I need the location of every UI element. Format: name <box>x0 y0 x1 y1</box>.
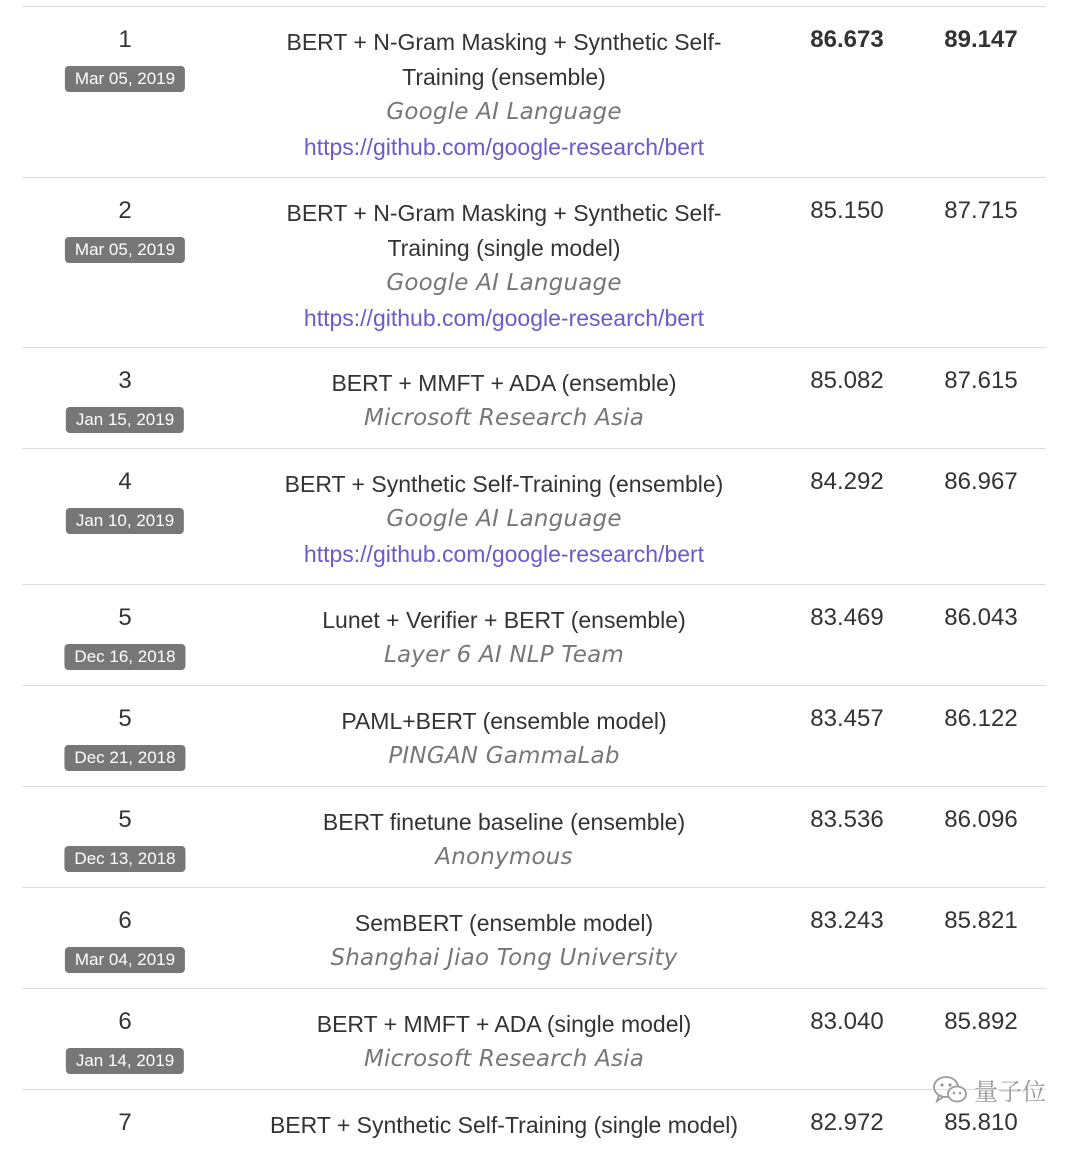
f1-score: 85.892 <box>944 1008 1018 1035</box>
watermark <box>932 1072 1046 1107</box>
model-name-line: PAML+BERT (ensemble model) <box>341 708 667 734</box>
date-badge: Mar 05, 2019 <box>65 66 185 92</box>
rank-number: 7 <box>118 1109 132 1136</box>
date-badge: Dec 13, 2018 <box>64 846 185 872</box>
model-cell <box>284 1007 724 1077</box>
rank-number: 4 <box>118 468 132 495</box>
rank-number: 1 <box>118 26 132 53</box>
model-name-line: BERT + N-Gram Masking + Synthetic Self- <box>286 29 722 55</box>
model-link[interactable]: https://github.com/google-research/bert <box>303 305 705 331</box>
rank-number: 6 <box>118 907 132 934</box>
leaderboard-table <box>22 7 1046 1150</box>
model-cell <box>284 704 724 774</box>
model-cell <box>284 805 724 875</box>
table-row <box>22 178 1046 348</box>
table-row <box>22 888 1046 989</box>
f1-score: 86.122 <box>944 705 1018 732</box>
model-cell <box>284 603 724 673</box>
model-link[interactable]: https://github.com/google-research/bert <box>303 541 705 567</box>
rank-number: 2 <box>118 197 132 224</box>
f1-score: 85.810 <box>944 1109 1018 1136</box>
table-row <box>22 449 1046 585</box>
model-organization: Google AI Language <box>386 270 622 296</box>
model-organization: Microsoft Research Asia <box>363 405 645 431</box>
model-name-line: BERT + N-Gram Masking + Synthetic Self- <box>286 200 722 226</box>
rank-number: 5 <box>118 806 132 833</box>
rank-number: 6 <box>118 1008 132 1035</box>
f1-score: 87.715 <box>944 197 1018 224</box>
model-organization: Google AI Language <box>386 99 622 125</box>
model-cell <box>284 25 724 165</box>
model-name-line: BERT + Synthetic Self-Training (single model) <box>269 1112 739 1138</box>
date-badge: Jan 10, 2019 <box>66 508 184 534</box>
em-score: 83.536 <box>810 806 884 833</box>
em-score: 84.292 <box>810 468 884 495</box>
wechat-icon <box>932 1075 968 1105</box>
model-link[interactable]: https://github.com/google-research/bert <box>303 134 705 160</box>
em-score: 85.150 <box>810 197 884 224</box>
model-name-line: BERT + MMFT + ADA (ensemble) <box>331 370 677 396</box>
em-score: 82.972 <box>810 1109 884 1136</box>
em-score: 86.673 <box>810 26 884 53</box>
table-row <box>22 7 1046 178</box>
f1-score: 87.615 <box>944 367 1018 394</box>
f1-score: 86.096 <box>944 806 1018 833</box>
date-badge: Dec 21, 2018 <box>64 745 185 771</box>
model-name-line: Training (ensemble) <box>402 64 606 90</box>
table-row <box>22 787 1046 888</box>
watermark-text: 量子位 <box>974 1078 1046 1106</box>
em-score: 83.243 <box>810 907 884 934</box>
model-cell <box>284 366 724 436</box>
model-organization: Google AI Language <box>386 506 622 532</box>
model-name-line: Lunet + Verifier + BERT (ensemble) <box>322 607 686 633</box>
table-row <box>22 686 1046 787</box>
date-badge: Jan 15, 2019 <box>66 407 184 433</box>
em-score: 83.040 <box>810 1008 884 1035</box>
model-cell <box>284 196 724 336</box>
model-cell <box>284 906 724 976</box>
table-row <box>22 989 1046 1090</box>
model-name-line: BERT finetune baseline (ensemble) <box>322 809 686 835</box>
model-organization: Layer 6 AI NLP Team <box>383 642 625 668</box>
date-badge: Jan 14, 2019 <box>66 1048 184 1074</box>
rank-number: 5 <box>118 604 132 631</box>
f1-score: 86.043 <box>944 604 1018 631</box>
rank-number: 3 <box>118 367 132 394</box>
date-badge: Dec 16, 2018 <box>64 644 185 670</box>
model-name-line: Training (single model) <box>387 235 621 261</box>
model-cell <box>254 1108 754 1143</box>
em-score: 83.457 <box>810 705 884 732</box>
model-cell <box>284 467 724 572</box>
table-row <box>22 1090 1046 1150</box>
em-score: 85.082 <box>810 367 884 394</box>
model-organization: Microsoft Research Asia <box>363 1046 645 1072</box>
rank-number: 5 <box>118 705 132 732</box>
f1-score: 85.821 <box>944 907 1018 934</box>
f1-score: 86.967 <box>944 468 1018 495</box>
date-badge: Mar 04, 2019 <box>65 947 185 973</box>
model-name-line: BERT + MMFT + ADA (single model) <box>316 1011 692 1037</box>
model-organization: PINGAN GammaLab <box>388 743 620 769</box>
em-score: 83.469 <box>810 604 884 631</box>
model-name-line: SemBERT (ensemble model) <box>354 910 654 936</box>
model-name-line: BERT + Synthetic Self-Training (ensemble) <box>284 471 724 497</box>
f1-score: 89.147 <box>944 26 1018 53</box>
table-row <box>22 585 1046 686</box>
model-organization: Anonymous <box>435 844 573 870</box>
model-organization: Shanghai Jiao Tong University <box>330 945 678 971</box>
date-badge: Mar 05, 2019 <box>65 237 185 263</box>
table-row <box>22 348 1046 449</box>
